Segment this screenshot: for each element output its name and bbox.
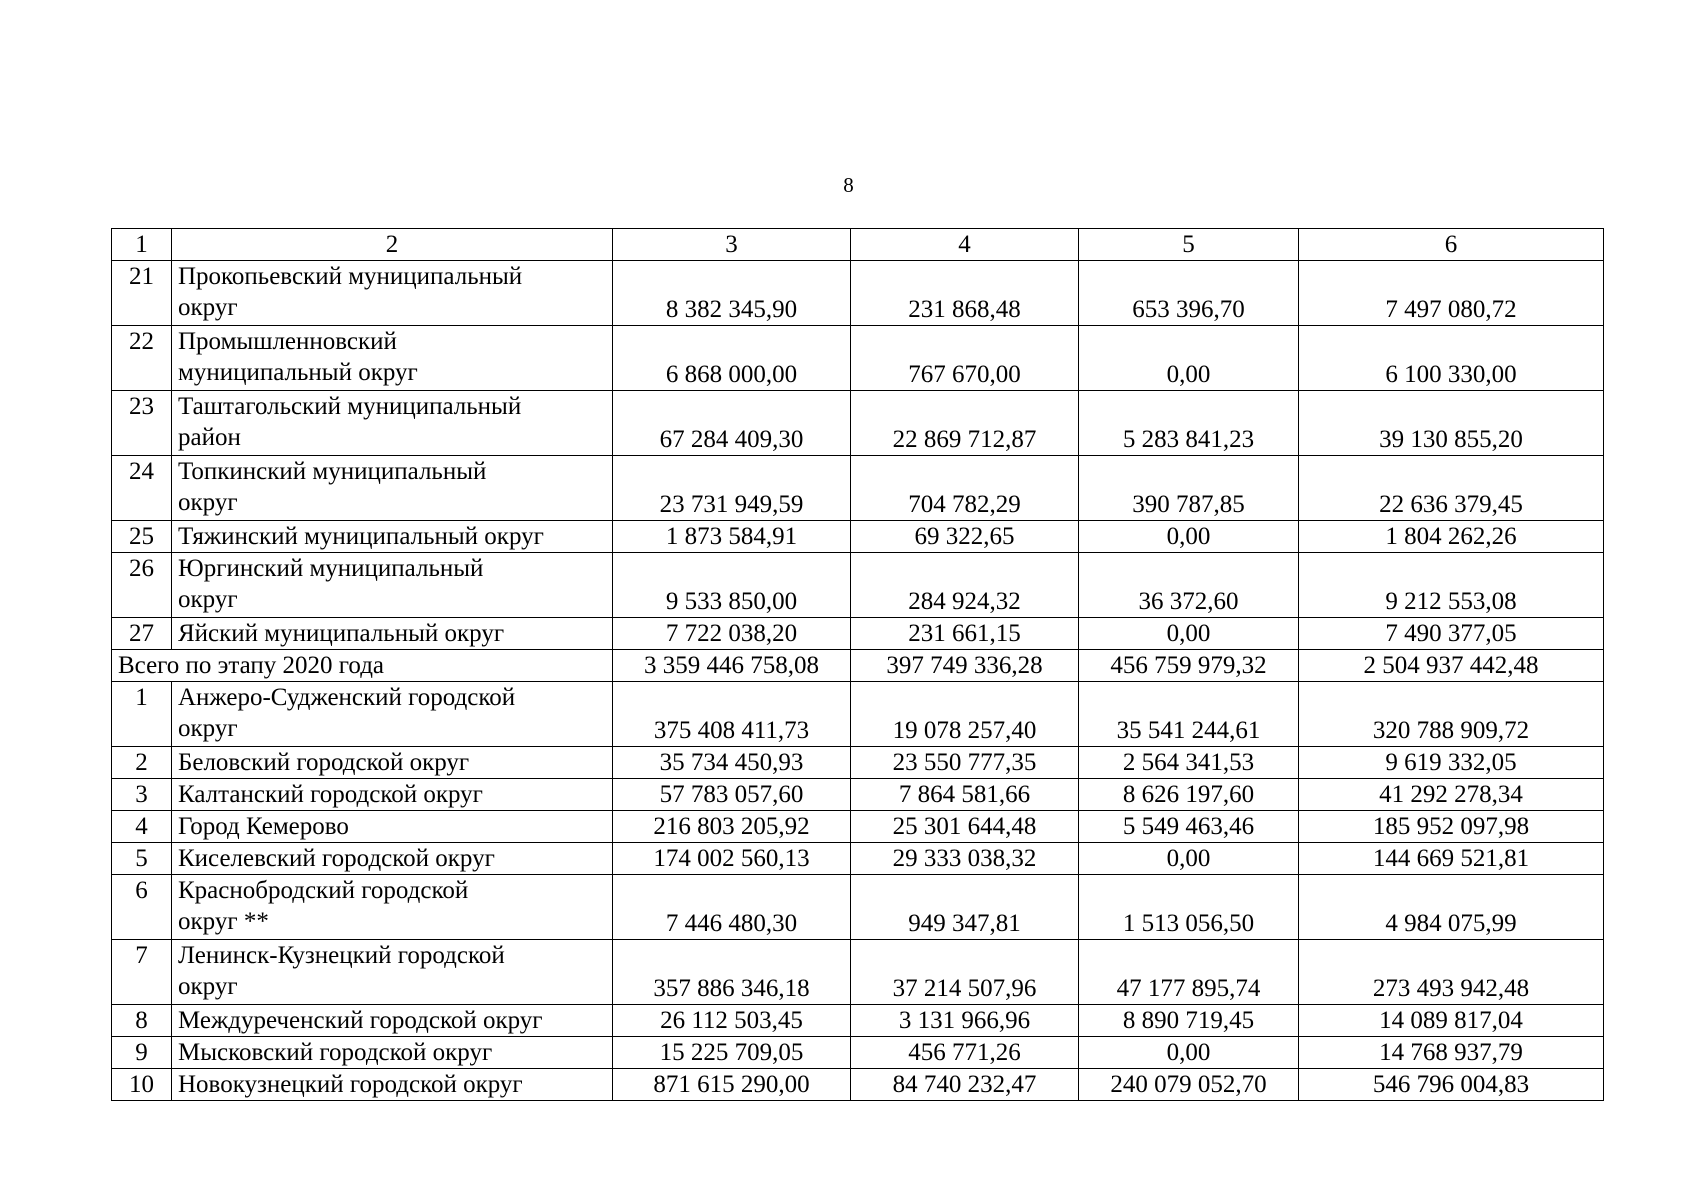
total-row	[112, 650, 1604, 682]
table-row	[112, 391, 1604, 456]
value-col4: 19 078 257,40	[851, 682, 1079, 747]
value-col4: 704 782,29	[851, 456, 1079, 521]
row-number: 22	[112, 326, 172, 391]
row-number: 1	[112, 682, 172, 747]
value-col4: 456 771,26	[851, 1037, 1079, 1069]
value-col6: 320 788 909,72	[1299, 682, 1604, 747]
value-col4: 37 214 507,96	[851, 940, 1079, 1005]
value-col3: 216 803 205,92	[613, 811, 851, 843]
value-col5: 0,00	[1079, 521, 1299, 553]
municipality-name: Тяжинский муниципальный округ	[172, 521, 613, 553]
municipality-name: Междуреченский городской округ	[172, 1005, 613, 1037]
table-row	[112, 618, 1604, 650]
value-col3: 871 615 290,00	[613, 1069, 851, 1101]
municipality-name: Топкинский муниципальный округ	[172, 456, 613, 521]
table-row	[112, 1037, 1604, 1069]
table-row	[112, 521, 1604, 553]
table-row	[112, 1005, 1604, 1037]
value-col5: 1 513 056,50	[1079, 875, 1299, 940]
value-col5: 0,00	[1079, 843, 1299, 875]
value-col6: 1 804 262,26	[1299, 521, 1604, 553]
value-col6: 9 212 553,08	[1299, 553, 1604, 618]
value-col4: 69 322,65	[851, 521, 1079, 553]
value-col5: 0,00	[1079, 326, 1299, 391]
funding-table	[111, 228, 1604, 1101]
value-col4: 231 661,15	[851, 618, 1079, 650]
municipality-name: Беловский городской округ	[172, 747, 613, 779]
municipality-name: Город Кемерово	[172, 811, 613, 843]
table-row	[112, 261, 1604, 326]
value-col3: 15 225 709,05	[613, 1037, 851, 1069]
table-row	[112, 1069, 1604, 1101]
value-col4: 25 301 644,48	[851, 811, 1079, 843]
row-number: 21	[112, 261, 172, 326]
value-col6: 273 493 942,48	[1299, 940, 1604, 1005]
row-number: 25	[112, 521, 172, 553]
value-col6: 9 619 332,05	[1299, 747, 1604, 779]
page-number: 8	[843, 173, 854, 197]
municipality-name: Мысковский городской округ	[172, 1037, 613, 1069]
value-col5: 390 787,85	[1079, 456, 1299, 521]
municipality-name: Новокузнецкий городской округ	[172, 1069, 613, 1101]
value-col4: 231 868,48	[851, 261, 1079, 326]
value-col6: 6 100 330,00	[1299, 326, 1604, 391]
value-col6: 7 497 080,72	[1299, 261, 1604, 326]
value-col6: 39 130 855,20	[1299, 391, 1604, 456]
value-col5: 5 283 841,23	[1079, 391, 1299, 456]
table-row	[112, 940, 1604, 1005]
value-col3: 174 002 560,13	[613, 843, 851, 875]
header-cell: 1	[112, 229, 172, 261]
municipality-name: Ленинск-Кузнецкий городской округ	[172, 940, 613, 1005]
table-row	[112, 811, 1604, 843]
municipality-name: Краснобродский городской округ **	[172, 875, 613, 940]
header-row	[112, 229, 1604, 261]
value-col6: 7 490 377,05	[1299, 618, 1604, 650]
total-col5: 456 759 979,32	[1079, 650, 1299, 682]
value-col5: 2 564 341,53	[1079, 747, 1299, 779]
value-col4: 23 550 777,35	[851, 747, 1079, 779]
value-col5: 0,00	[1079, 618, 1299, 650]
municipality-name: Калтанский городской округ	[172, 779, 613, 811]
row-number: 8	[112, 1005, 172, 1037]
value-col3: 35 734 450,93	[613, 747, 851, 779]
value-col6: 22 636 379,45	[1299, 456, 1604, 521]
value-col5: 36 372,60	[1079, 553, 1299, 618]
value-col6: 144 669 521,81	[1299, 843, 1604, 875]
row-number: 7	[112, 940, 172, 1005]
header-cell: 6	[1299, 229, 1604, 261]
value-col4: 767 670,00	[851, 326, 1079, 391]
value-col3: 23 731 949,59	[613, 456, 851, 521]
value-col3: 26 112 503,45	[613, 1005, 851, 1037]
value-col3: 357 886 346,18	[613, 940, 851, 1005]
value-col6: 4 984 075,99	[1299, 875, 1604, 940]
value-col3: 1 873 584,91	[613, 521, 851, 553]
table-row	[112, 875, 1604, 940]
table-row	[112, 553, 1604, 618]
value-col3: 7 722 038,20	[613, 618, 851, 650]
row-number: 6	[112, 875, 172, 940]
value-col5: 653 396,70	[1079, 261, 1299, 326]
header-cell: 5	[1079, 229, 1299, 261]
value-col5: 8 890 719,45	[1079, 1005, 1299, 1037]
municipality-name: Таштагольский муниципальный район	[172, 391, 613, 456]
value-col6: 14 768 937,79	[1299, 1037, 1604, 1069]
value-col6: 546 796 004,83	[1299, 1069, 1604, 1101]
value-col3: 67 284 409,30	[613, 391, 851, 456]
value-col5: 35 541 244,61	[1079, 682, 1299, 747]
total-col3: 3 359 446 758,08	[613, 650, 851, 682]
table-row	[112, 843, 1604, 875]
table-row	[112, 747, 1604, 779]
total-col4: 397 749 336,28	[851, 650, 1079, 682]
value-col5: 240 079 052,70	[1079, 1069, 1299, 1101]
value-col5: 5 549 463,46	[1079, 811, 1299, 843]
value-col3: 57 783 057,60	[613, 779, 851, 811]
value-col4: 22 869 712,87	[851, 391, 1079, 456]
municipality-name: Юргинский муниципальный округ	[172, 553, 613, 618]
value-col5: 47 177 895,74	[1079, 940, 1299, 1005]
value-col3: 8 382 345,90	[613, 261, 851, 326]
table-row	[112, 326, 1604, 391]
row-number: 5	[112, 843, 172, 875]
header-cell: 3	[613, 229, 851, 261]
value-col4: 949 347,81	[851, 875, 1079, 940]
row-number: 9	[112, 1037, 172, 1069]
header-cell: 4	[851, 229, 1079, 261]
value-col3: 375 408 411,73	[613, 682, 851, 747]
value-col3: 7 446 480,30	[613, 875, 851, 940]
total-col6: 2 504 937 442,48	[1299, 650, 1604, 682]
value-col4: 3 131 966,96	[851, 1005, 1079, 1037]
table-row	[112, 779, 1604, 811]
row-number: 3	[112, 779, 172, 811]
value-col4: 7 864 581,66	[851, 779, 1079, 811]
value-col5: 0,00	[1079, 1037, 1299, 1069]
value-col4: 29 333 038,32	[851, 843, 1079, 875]
table-row	[112, 682, 1604, 747]
municipality-name: Промышленновский муниципальный округ	[172, 326, 613, 391]
row-number: 27	[112, 618, 172, 650]
total-label: Всего по этапу 2020 года	[112, 650, 613, 682]
value-col4: 284 924,32	[851, 553, 1079, 618]
row-number: 4	[112, 811, 172, 843]
value-col3: 9 533 850,00	[613, 553, 851, 618]
municipality-name: Анжеро-Судженский городской округ	[172, 682, 613, 747]
municipality-name: Прокопьевский муниципальный округ	[172, 261, 613, 326]
value-col6: 41 292 278,34	[1299, 779, 1604, 811]
header-cell: 2	[172, 229, 613, 261]
municipality-name: Яйский муниципальный округ	[172, 618, 613, 650]
row-number: 26	[112, 553, 172, 618]
row-number: 2	[112, 747, 172, 779]
value-col5: 8 626 197,60	[1079, 779, 1299, 811]
municipality-name: Киселевский городской округ	[172, 843, 613, 875]
value-col3: 6 868 000,00	[613, 326, 851, 391]
table-row	[112, 456, 1604, 521]
value-col4: 84 740 232,47	[851, 1069, 1079, 1101]
row-number: 24	[112, 456, 172, 521]
row-number: 10	[112, 1069, 172, 1101]
value-col6: 14 089 817,04	[1299, 1005, 1604, 1037]
value-col6: 185 952 097,98	[1299, 811, 1604, 843]
row-number: 23	[112, 391, 172, 456]
